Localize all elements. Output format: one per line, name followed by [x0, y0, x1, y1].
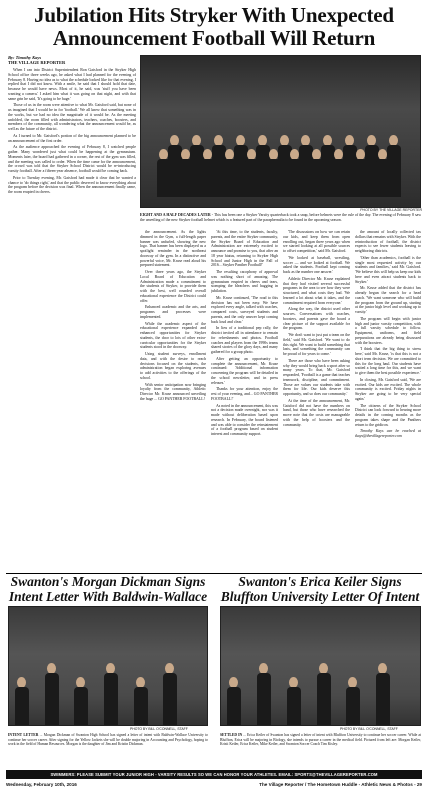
article-paragraph: Those of us in the room were attentive to what Mr. Gaisford said, but none of us imagined that I would be in for 'football.' We all knew that something was in the works, but we had no idea the magnitude of it would be. As the meeting unfolded, the room filled with administrators, teachers, coaches, boosters, and members of the community, all wondering what the announcement would be, as well as the future of the district.: [8, 103, 136, 131]
story2-headline: Swanton's Morgan Dickman Signs Intent Letter With Baldwin-Wallace: [8, 574, 208, 604]
story2-caption-head: INTENT LETTER: [8, 733, 39, 737]
story3-photo-credit: PHOTO BY BILL O'CONNELL, STAFF: [340, 727, 398, 731]
caption-head: EIGHT AND A HALF DECADES LATER: [140, 213, 211, 217]
keiler-signing-photo: [220, 606, 421, 726]
article-paragraph: At the time of the announcement, Mr. Gaisford did not have the numbers on hand, but those who have researched the move note that the costs are manageable with the help of boosters and the community.: [283, 398, 350, 427]
story3-caption: [220, 733, 421, 747]
article-paragraph: the amount of locally collected tax dollars that remains with Stryker. With the reintroduction of football, the district expects to see fewer students leaving to neighboring districts.: [355, 230, 421, 253]
article-paragraph: Thanks for your attention, enjoy the rest of your evening, and... GO PANTHER FOOTBALL!': [211, 387, 278, 401]
article-paragraph: 'We looked at baseball, wrestling, soccer — and we looked at football. We asked the students. Football kept coming back as the number one answer.': [283, 255, 350, 274]
article-paragraph: As the audience approached the evening of February 8, I watched people gather. Many wondered just what could be happening at the gymnasium. Moments later, the board had gathered in a corner, the rest of the gym was filled, and the meeting was called to order. When the time came for the announcement, the crowd was told that the Stryker School District would be re-introducing varsity football. After a fifteen-year absence, football would be coming back.: [8, 145, 136, 173]
article-paragraph: As noted in the announcement, this was not a decision made overnight, nor was it made without deliberation based upon research. In February, the board listened and was able to consider the reinstatement of a football program based on student interest and community support.: [211, 403, 278, 436]
article-paragraph: Mr. Kruse added that the district has already begun the search for a head coach. 'We want someone who will build the program from the ground up, starting at the junior high level and working up to varsity.': [355, 286, 421, 314]
article-paragraph: 'At this time, to the students, faculty, parents, and the entire Stryker community, the Stryker Board of Education and Administration are extremely excited to announce and promise to you, that after an 18 year hiatus, returning to Stryker High School and Junior High in the Fall of 2016... Stryker Panther Football!': [211, 230, 278, 268]
caption-body: - This has been one a Stryker Varsity quarterback took a snap, before helmets were the rule of the day. The evening of February 8 saw the unveiling of the new Stryker football helmet which is a featured part of the paraphernalia to be found in the upcoming season.: [140, 213, 421, 222]
article-paragraph: There are those who have been asking why they would bring back a sport after so many years. To that, Mr. Gaisford responded, 'Football is a game that teaches teamwork, discipline, and commitment. Those are values our students take with them for life. Our kids deserve this opportunity, and so does our community.': [283, 358, 350, 396]
article-paragraph: the announcement. As the lights dimmed in the Gym, a full-length paper banner was unfurled, showing the new logo. That banner has been displayed as a spotlight reminder in the northeast doorway of the gym. In a distinctive and powerful voice, Mr. Kruse read aloud his prepared statement.: [140, 230, 206, 268]
article-column-3: [211, 230, 278, 570]
article-column-1: [8, 68, 136, 368]
person-body: [227, 687, 241, 725]
main-headline: Jubilation Hits Stryker With Unexpected Announcement Football Will Return: [34, 3, 394, 50]
dickman-signing-photo: [8, 606, 208, 726]
article-paragraph: The resulting cacophony of approval was nothing short of amazing. The gymnasium erupted in cheers and tears, stomping the bleachers and hugging in jubilation.: [211, 270, 278, 293]
byline-outlet: THE VILLAGE REPORTER: [8, 60, 66, 66]
article-paragraph: Along the way, the district used other sources. Conversations with coaches, boosters, and parents gave the board a clear picture of the support available for the program.: [283, 307, 350, 331]
article-paragraph: The program will begin with junior high and junior varsity competition, with a full varsity schedule to follow. Equipment, uniforms, and field preparations are already being discussed with the boosters.: [355, 316, 421, 345]
article-paragraph: After getting an opportunity to complete the announcement, Mr. Kruse continued: 'Additional information concerning the program will be detailed in the school newsletter, and in press releases.': [211, 356, 278, 385]
article-paragraph: Enhanced academic and the arts, and programs and processes were implemented.: [140, 305, 206, 319]
football-team-photo: [140, 55, 421, 208]
article-paragraph: With senior anticipation now bringing loyalty from the community, Athletic Director Mr. Kruse announced unveiling the huge ... GO PANTHER FOOTBALL!: [140, 382, 206, 401]
article-paragraph: Timothy Kays can be reached at tkays@thevillagereporter.com: [355, 429, 421, 438]
article-paragraph: In closing, Mr. Gaisford said, 'We are excited. Our kids are excited. The whole community is excited. Friday nights in Stryker are going to be very special again.': [355, 377, 421, 401]
person-body: [346, 687, 360, 725]
person-body: [257, 673, 271, 725]
article-paragraph: The citizens of the Stryker School District can look forward to hearing more details in the coming months as the program takes shape and the Panthers return to the gridiron.: [355, 403, 421, 427]
person-body: [376, 673, 390, 725]
article-paragraph: 'Other than academics, football is the single most requested activity by our students and families,' said Mr. Gaisford. 'We believe this will help us keep our kids here and even attract students back to Stryker.': [355, 255, 421, 284]
article-paragraph: 'I think that the big thing to stress here,' said Mr. Kruse, 'is that this is not a short term decision. We are committed to this for the long haul. Our students have waited a long time for this, and we want to give them the best possible experience.': [355, 347, 421, 375]
byline: [8, 55, 136, 66]
footer-paper: The Village Reporter / The Hometown Huddle - Athletic News & Photos - 29: [259, 782, 422, 787]
story3-caption-head: SETTLED IN: [220, 733, 243, 737]
article-paragraph: While the academic aspect of the educational experience expanded and enhanced opportunities for Stryker students, the door to lots of other extra-curricular opportunities for the Stryker students stood in the doorway.: [140, 321, 206, 350]
story3-caption-body: ... Erica Keiler of Swanton has signed a letter of intent with Bluffton University to continue her soccer career. While at Bluffton, Erica will be majoring in Biology, she intends to pursue a career in the medical field. Pictured from left are: Morgan Keiler, Kristi Keiler, Erica Keiler, Mike Keiler, and Swanton Soccer Coach Tim Kisley.: [220, 733, 421, 746]
article-paragraph: Over three years ago, the Stryker Local Board of Education and Administration made a commitment to the students of Stryker, to provide them with the best, well rounded overall educational experience the District could offer.: [140, 270, 206, 303]
story3-headline: Swanton's Erica Keiler Signs Bluffton University Letter Of Intent: [220, 574, 420, 604]
story2-caption: [8, 733, 208, 747]
footer-date: Wednesday, February 10th, 2016: [6, 782, 77, 787]
person-body: [104, 673, 118, 725]
person-body: [163, 673, 177, 725]
article-paragraph: As I turned to Mr. Gaisford's portion of the big announcement planned to be an announcement of the first order.: [8, 133, 136, 143]
person-body: [134, 687, 148, 725]
byline-author: By: Timothy Kays: [8, 55, 42, 60]
article-paragraph: Mr. Kruse continued, 'The road to this decision has not been easy. We have explored every angle, talked with coaches, compared costs, surveyed students and parents, and the only answer kept coming back loud and clear.': [211, 295, 278, 324]
article-column-4: [283, 230, 350, 570]
footer-line: [6, 782, 422, 787]
article-column-2: [140, 230, 206, 570]
photo-credit: PHOTO BY THE VILLAGE REPORTER: [360, 208, 422, 212]
footer-banner: SWIMMERS: PLEASE SUBMIT YOUR JUNIOR HIGH - VARSITY RESULTS SO WE CAN HONOR YOUR ATHLETES. EMAIL: SPORTS@THEVILLAGEREPORTER.COM: [6, 770, 422, 779]
person-body: [287, 687, 301, 725]
photo-caption: [140, 213, 421, 222]
person-body: [45, 673, 59, 725]
story2-caption-body: ... Morgan Dickman of Swanton High School has signed a letter of intent with Baldwin-Wallace University to continue her soccer career. After signing for the Yellow Jackets she will be double majoring in Accounting and Psychology, hoping to work in the field of Human Resources. Morgan is the daughter of Jim and Kristin Dickman.: [8, 733, 208, 746]
person-body: [74, 687, 88, 725]
article-paragraph: 'The discussions on how we can retain our kids, and keep them from open enrolling out, began three years ago when we started looking at all possible sources to offset competition,' said Mr. Gaisford.: [283, 230, 350, 253]
person-body: [15, 687, 29, 725]
photo-people: [151, 102, 410, 197]
person-body: [317, 673, 331, 725]
article-paragraph: Prior to Tuesday evening, Mr. Gaisford had made it clear that he wanted a chance to 'do things right,' and that the public deserved to know everything about the program before the decision was final. When the announcement finally came, the room erupted in cheers.: [8, 175, 136, 194]
story2-photo-credit: PHOTO BY BILL O'CONNELL, STAFF: [130, 727, 188, 731]
article-paragraph: Athletic Director Mr. Kruse explained that they had visited several successful programs in the area to see how they were structured, and what costs they had. 'We learned a lot about what it takes, and the commitment required from everyone.': [283, 276, 350, 305]
article-paragraph: 'We don't want to just put a team on the field,' said Mr. Gaisford. 'We want to do this right. We want to build something that lasts, and something the community can be proud of for years to come.': [283, 333, 350, 356]
article-paragraph: Using student surveys, enrollment data, and with the desire to reach decisions focused on the students, the administration began exploring avenues to add activities to the offerings of the school.: [140, 352, 206, 380]
article-column-5: [355, 230, 421, 570]
article-paragraph: In lieu of a traditional pep rally, the district invited all in attendance to remain for refreshments and photos. Football coaches and players from the 1990s teams shared stories of the glory days, and many gathered for a group photo.: [211, 326, 278, 354]
person-body: [387, 145, 401, 197]
article-paragraph: When I ran into District Superintendent Ron Gaisford in the Stryker High School office three weeks ago, he asked what I had planned for the evening of February 8. Having no idea as to what the schedule looked like for that evening, I replied that I did not know. With a smile, he said that I should hold that date, because he would have news. Most of it, he said, was 'stuff you have been wanting a camera.' I asked him what it was going on that night, and with that same grin he said, 'It's going to be huge.': [8, 68, 136, 101]
